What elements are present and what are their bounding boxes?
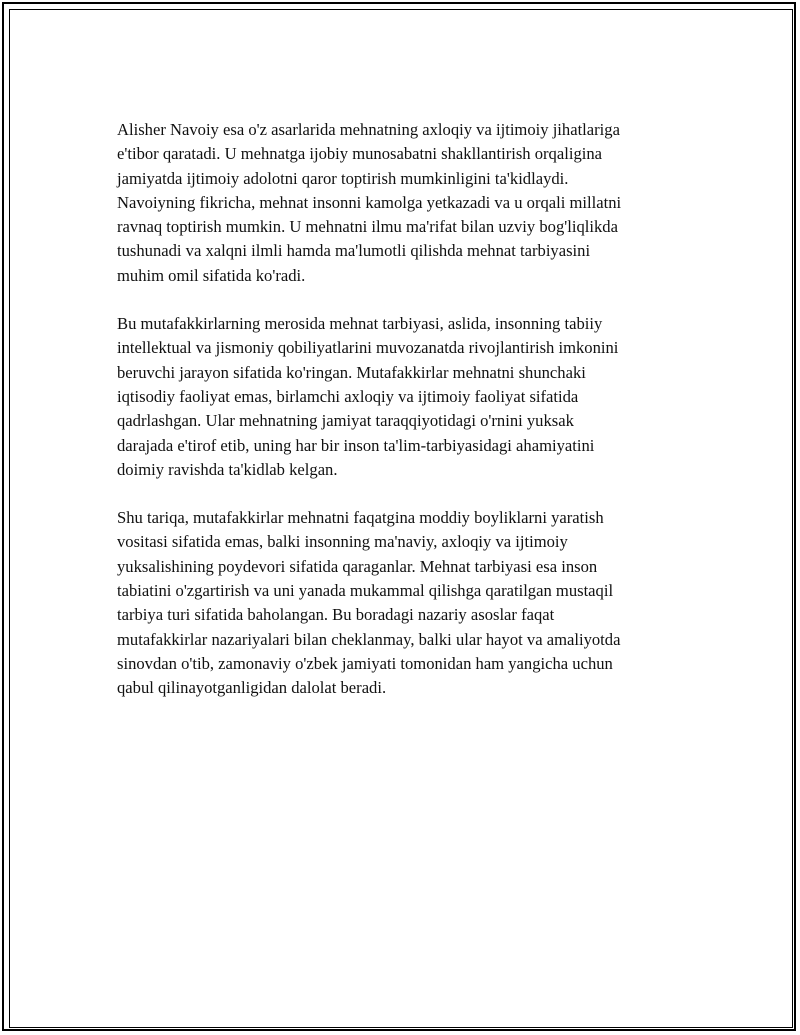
paragraph-3: Shu tariqa, mutafakkirlar mehnatni faqatgina moddiy boyliklarni yaratish vositasi sifatida emas, balki insonning ma'naviy, axloqiy va ijtimoiy yuksalishining poydevori sifatida qaraganlar. Mehnat tarbiyasi esa inson tabiatini o'zgartirish va uni yanada mukammal qilishga qaratilgan mustaqil tarbiya turi sifatida baholangan. Bu boradagi nazariy asoslar faqat mutafakkirlar nazariyalari bilan cheklanmay, balki ular hayot va amaliyotda sinovdan o'tib, zamonaviy o'zbek jamiyati tomonidan ham yangicha uchun qabul qilinayotganligidan dalolat beradi. xyxy=(117,508,621,698)
paragraph-2: Bu mutafakkirlarning merosida mehnat tarbiyasi, aslida, insonning tabiiy intellektual va jismoniy qobiliyatlarini muvozanatda rivojlantirish imkonini beruvchi jarayon sifatida ko'ringan. Mutafakkirlar mehnatni shunchaki iqtisodiy faoliyat emas, birlamchi axloqiy va ijtimoiy faoliyat sifatida qadrlashgan. Ular mehnatning jamiyat taraqqiyotidagi o'rnini yuksak darajada e'tirof etib, uning har bir inson ta'lim-tarbiyasidagi ahamiyatini doimiy ravishda ta'kidlab kelgan. xyxy=(117,314,619,479)
paragraph-1: Alisher Navoiy esa o'z asarlarida mehnatning axloqiy va ijtimoiy jihatlariga e'tibor qaratadi. U mehnatga ijobiy munosabatni shakllantirish orqaligina jamiyatda ijtimoiy adolotni qaror toptirish mumkinligini ta'kidlaydi. Navoiyning fikricha, mehnat insonni kamolga yetkazadi va u orqali millatni ravnaq toptirish mumkin. U mehnatni ilmu ma'rifat bilan uzviy bog'liqlikda tushunadi va xalqni ilmli hamda ma'lumotli qilishda mehnat tarbiyasini muhim omil sifatida ko'radi. xyxy=(117,120,622,285)
document-body xyxy=(117,118,687,725)
